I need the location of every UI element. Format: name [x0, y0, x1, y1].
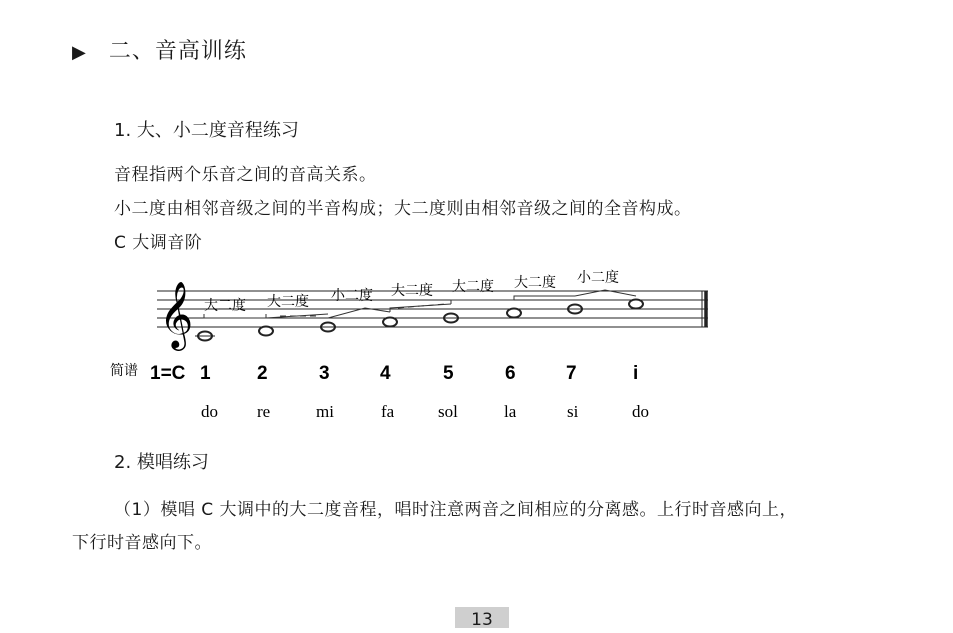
- syllable-do-high: do: [632, 402, 649, 421]
- jianpu-number-8: i: [633, 363, 639, 384]
- interval-label-5: 大二度: [452, 279, 494, 295]
- jianpu-number-6: 6: [505, 363, 516, 384]
- note-f: [383, 318, 397, 327]
- syllable-la: la: [504, 402, 517, 421]
- jianpu-number-3: 3: [319, 363, 330, 384]
- jianpu-number-7: 7: [566, 363, 577, 384]
- note-a: [507, 309, 521, 318]
- jianpu-number-4: 4: [380, 363, 391, 384]
- exercise-line-1: （1）模唱 C 大调中的大二度音程，唱时注意两音之间相应的分离感。上行时音感向上，: [114, 500, 797, 520]
- section-title-text: 二、音高训练: [108, 39, 247, 64]
- jianpu-key: 1=C: [150, 363, 186, 384]
- paragraph-1: 音程指两个乐音之间的音高关系。: [114, 165, 377, 185]
- page-number: 13: [455, 607, 509, 628]
- triangle-marker-icon: ▶: [72, 42, 87, 63]
- paragraph-3: C 大调音阶: [114, 233, 203, 253]
- interval-label-3: 小二度: [331, 288, 373, 304]
- syllable-mi: mi: [316, 402, 334, 421]
- exercise-line-2: 下行时音感向下。: [72, 533, 212, 553]
- syllable-fa: fa: [381, 402, 395, 421]
- syllable-do: do: [201, 402, 218, 421]
- syllable-sol: sol: [438, 402, 458, 421]
- jianpu-label: 简谱: [110, 363, 138, 379]
- jianpu-number-1: 1: [200, 363, 211, 384]
- interval-label-4: 大二度: [391, 283, 433, 299]
- jianpu-number-2: 2: [257, 363, 268, 384]
- jianpu-number-5: 5: [443, 363, 454, 384]
- syllable-si: si: [567, 402, 579, 421]
- subsection-2-title: 2. 模唱练习: [114, 452, 209, 473]
- paragraph-2: 小二度由相邻音级之间的半音构成；大二度则由相邻音级之间的全音构成。: [114, 199, 692, 219]
- treble-clef-icon: 𝄞: [159, 280, 194, 348]
- interval-label-1: 大二度: [204, 298, 246, 314]
- interval-label-7: 小二度: [577, 270, 619, 286]
- note-d: [259, 327, 273, 336]
- interval-label-6: 大二度: [514, 275, 556, 291]
- syllable-re: re: [257, 402, 271, 421]
- interval-label-2: 大二度: [267, 294, 309, 310]
- note-c-high: [629, 300, 643, 309]
- subsection-1-title: 1. 大、小二度音程练习: [114, 120, 299, 141]
